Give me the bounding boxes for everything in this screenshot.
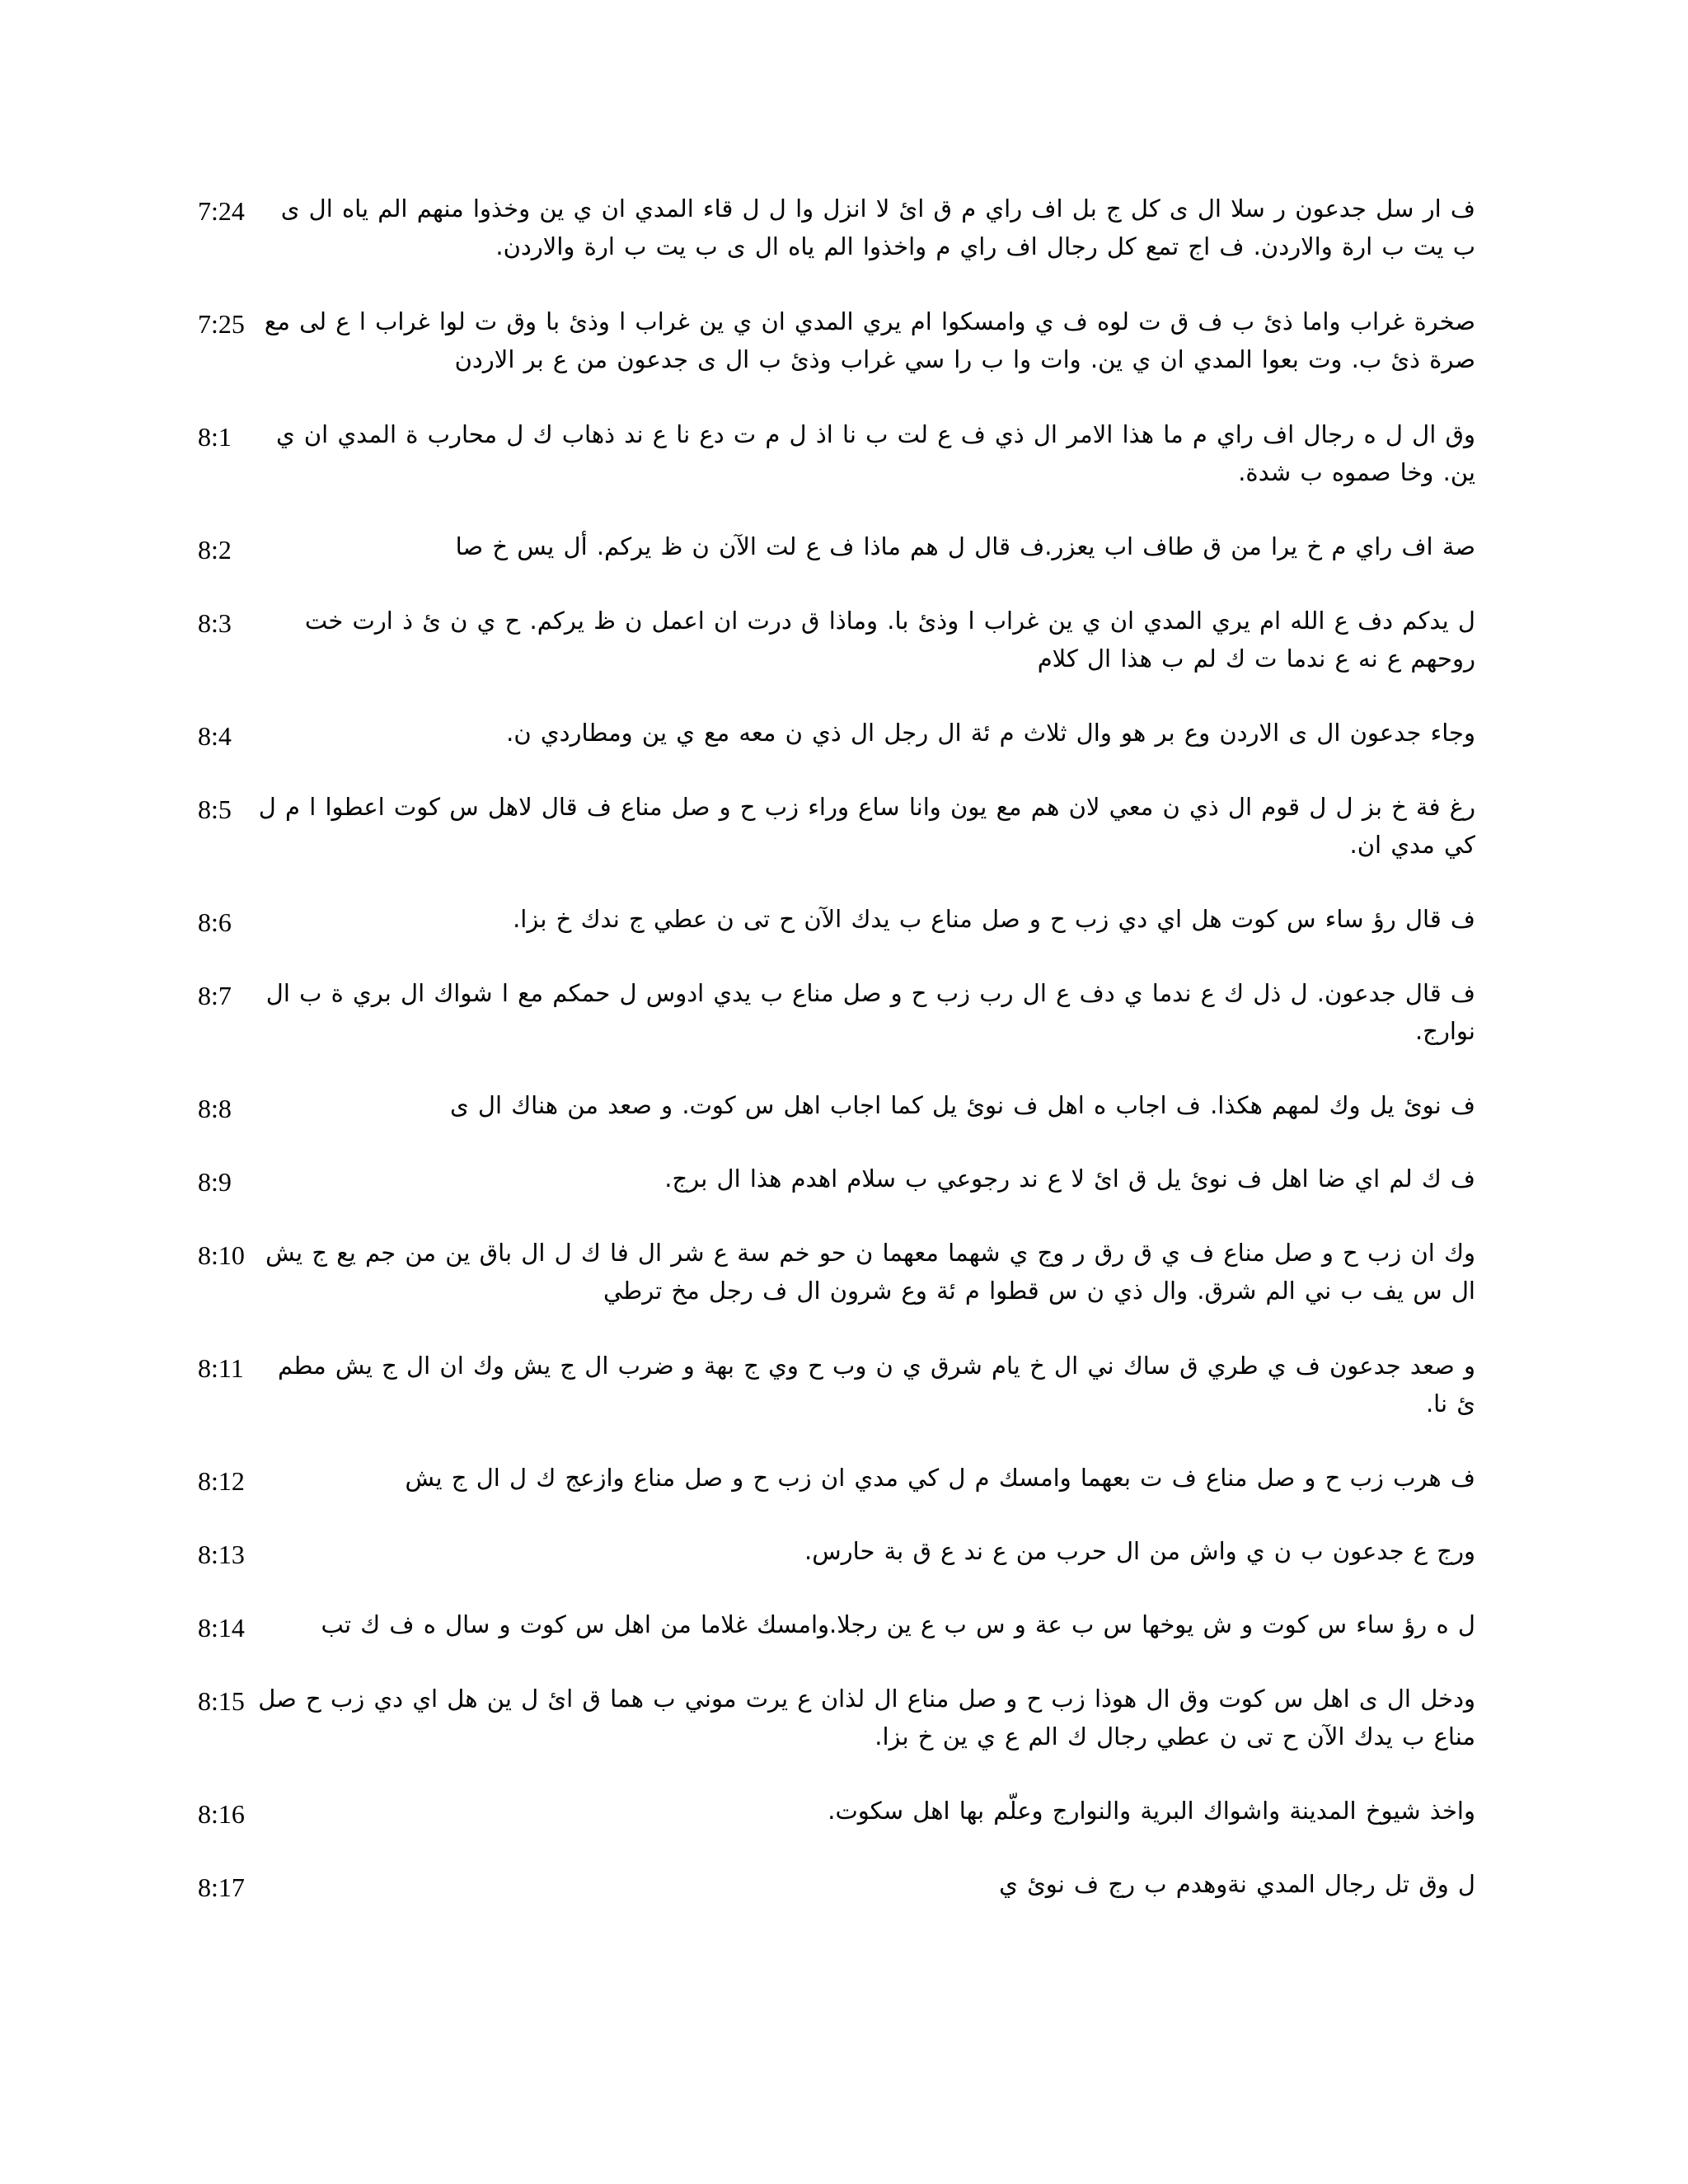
verse-text: صة اف راي م خ يرا من ق طاف اب يعزر.ف قال ل هم ماذا ف ع لت الآن ن ظ يركم. أل يس خ صا [455, 532, 1475, 560]
verse-8-7 [198, 974, 1475, 1050]
verse-text: و صعد جدعون ف ي طري ق ساك ني ال خ يام شرق ي ن وب ح وي ج بهة و ضرب ال ج يش وك ان ال ج يش مطم ئ نا. [278, 1352, 1475, 1418]
verse-text: صخرة غراب واما ذئ ب ف ق ت لوه ف ي وامسكوا ام يري المدي ان ي ين غراب ا وذئ با وق ت لوا غراب ا ع لى مع صرة ذئ ب. وت بعوا المدي ان ي ين. وات وا ب را سي غراب وذئ ب ال ى جدعون من ع بر الاردن [264, 307, 1475, 373]
verse-number: 7:24 [198, 196, 245, 226]
verse-text: ف هرب زب ح و صل مناع ف ت بعهما وامسك م ل كي مدي ان زب ح و صل مناع وازعج ك ل ال ج يش [405, 1464, 1475, 1492]
verse-number: 8:1 [198, 422, 232, 452]
verse-8-16 [198, 1793, 1475, 1829]
verse-8-13 [198, 1533, 1475, 1569]
verse-8-2 [198, 528, 1475, 565]
verse-text: ل يدكم دف ع الله ام يري المدي ان ي ين غراب ا وذئ با. وماذا ق درت ان اعمل ن ظ يركم. ح ي ن ئ ذ ارت خت روحهم ع نه ع ندما ت ك لم ب هذا ال كلام [304, 607, 1475, 673]
verse-text: ف ار سل جدعون ر سلا ال ى كل ج بل اف راي م ق ائ لا انزل وا ل ل قاء المدي ان ي ين وخذوا منهم الم ياه ال ى ب يت ب ارة والاردن. ف اج تمع كل رجال اف راي م واخذوا الم ياه ال ى ب يت ب ارة والاردن. [280, 194, 1475, 260]
verse-text: ودخل ال ى اهل س كوت وق ال هوذا زب ح و صل مناع ال لذان ع يرت موني ب هما ق ائ ل ين هل اي دي زب ح صل مناع ب يدك الآن ح تى ن عطي رجال ك الم ع ي ين خ بزا. [258, 1685, 1475, 1750]
verse-number: 8:5 [198, 794, 232, 824]
verse-8-17 [198, 1866, 1475, 1902]
verse-8-10 [198, 1234, 1475, 1310]
verse-8-12 [198, 1460, 1475, 1496]
verse-8-14 [198, 1606, 1475, 1643]
verse-text: ورج ع جدعون ب ن ي واش من ال حرب من ع ند ع ق بة حارس. [804, 1537, 1475, 1565]
verse-8-6 [198, 901, 1475, 937]
verse-number: 8:13 [198, 1540, 245, 1569]
verse-number: 8:10 [198, 1240, 245, 1270]
verse-7-25 [198, 302, 1475, 378]
verse-number: 8:12 [198, 1466, 245, 1496]
verse-number: 8:16 [198, 1799, 245, 1829]
verse-number: 8:7 [198, 981, 232, 1010]
verse-text: ل ه رؤ ساء س كوت و ش يوخها س ب عة و س ب ع ين رجلا.وامسك غلاما من اهل س كوت و سال ه ف ك تب [321, 1610, 1475, 1638]
verse-number: 8:9 [198, 1167, 232, 1197]
verse-text: وجاء جدعون ال ى الاردن وع بر هو وال ثلاث م ئة ال رجل ال ذي ن معه مع ي ين ومطاردي ن. [506, 719, 1475, 747]
verse-text: ف ك لم اي ضا اهل ف نوئ يل ق ائ لا ع ند رجوعي ب سلام اهدم هذا ال برج. [664, 1165, 1475, 1193]
verse-text: واخذ شيوخ المدينة واشواك البرية والنوارج وعلّم بها اهل سكوت. [828, 1797, 1475, 1825]
verse-8-9 [198, 1160, 1475, 1197]
document-page [198, 190, 1475, 1939]
verse-text: وق ال ل ه رجال اف راي م ما هذا الامر ال ذي ف ع لت ب نا اذ ل م ت دع نا ع ند ذهاب ك ل محارب ة المدي ان ي ين. وخا صموه ب شدة. [275, 420, 1475, 486]
verse-8-1 [198, 415, 1475, 491]
verse-number: 8:17 [198, 1872, 245, 1902]
verse-8-3 [198, 602, 1475, 677]
verse-number: 8:14 [198, 1613, 245, 1643]
verse-text: ف نوئ يل وك لمهم هكذا. ف اجاب ه اهل ف نوئ يل كما اجاب اهل س كوت. و صعد من هناك ال ى [450, 1091, 1475, 1119]
verse-number: 8:4 [198, 721, 232, 751]
verse-text: ل وق تل رجال المدي نةوهدم ب رج ف نوئ ي [999, 1870, 1475, 1898]
verse-text: وك ان زب ح و صل مناع ف ي ق رق ر وج ي شهما معهما ن حو خم سة ع شر ال فا ك ل ال باق ين من جم يع ج يش ال س يف ب ني الم شرق. وال ذي ن س قطوا م ئة وع شرون ال ف رجل مخ ترطي [265, 1239, 1475, 1305]
verse-number: 8:8 [198, 1094, 232, 1123]
verse-8-4 [198, 715, 1475, 751]
verse-number: 8:11 [198, 1353, 244, 1383]
verse-text: ف قال جدعون. ل ذل ك ع ندما ي دف ع ال رب زب ح و صل مناع ب يدي ادوس ل حمكم مع ا شواك ال بري ة ب ال نوارج. [265, 979, 1475, 1045]
verse-text: رغ فة خ بز ل ل قوم ال ذي ن معي لان هم مع يون وانا ساع وراء زب ح و صل مناع ف قال لاهل س كوت اعطوا ا م ل كي مدي ان. [258, 793, 1475, 859]
verse-8-11 [198, 1347, 1475, 1422]
verse-text: ف قال رؤ ساء س كوت هل اي دي زب ح و صل مناع ب يدك الآن ح تى ن عطي ج ندك خ بزا. [513, 905, 1475, 933]
verse-number: 8:15 [198, 1686, 245, 1716]
verse-7-24 [198, 190, 1475, 265]
verse-number: 8:2 [198, 535, 232, 565]
verse-number: 7:25 [198, 309, 245, 339]
verse-8-15 [198, 1680, 1475, 1755]
verse-number: 8:3 [198, 608, 232, 638]
verse-8-5 [198, 788, 1475, 864]
verse-8-8 [198, 1087, 1475, 1123]
verse-number: 8:6 [198, 907, 232, 937]
